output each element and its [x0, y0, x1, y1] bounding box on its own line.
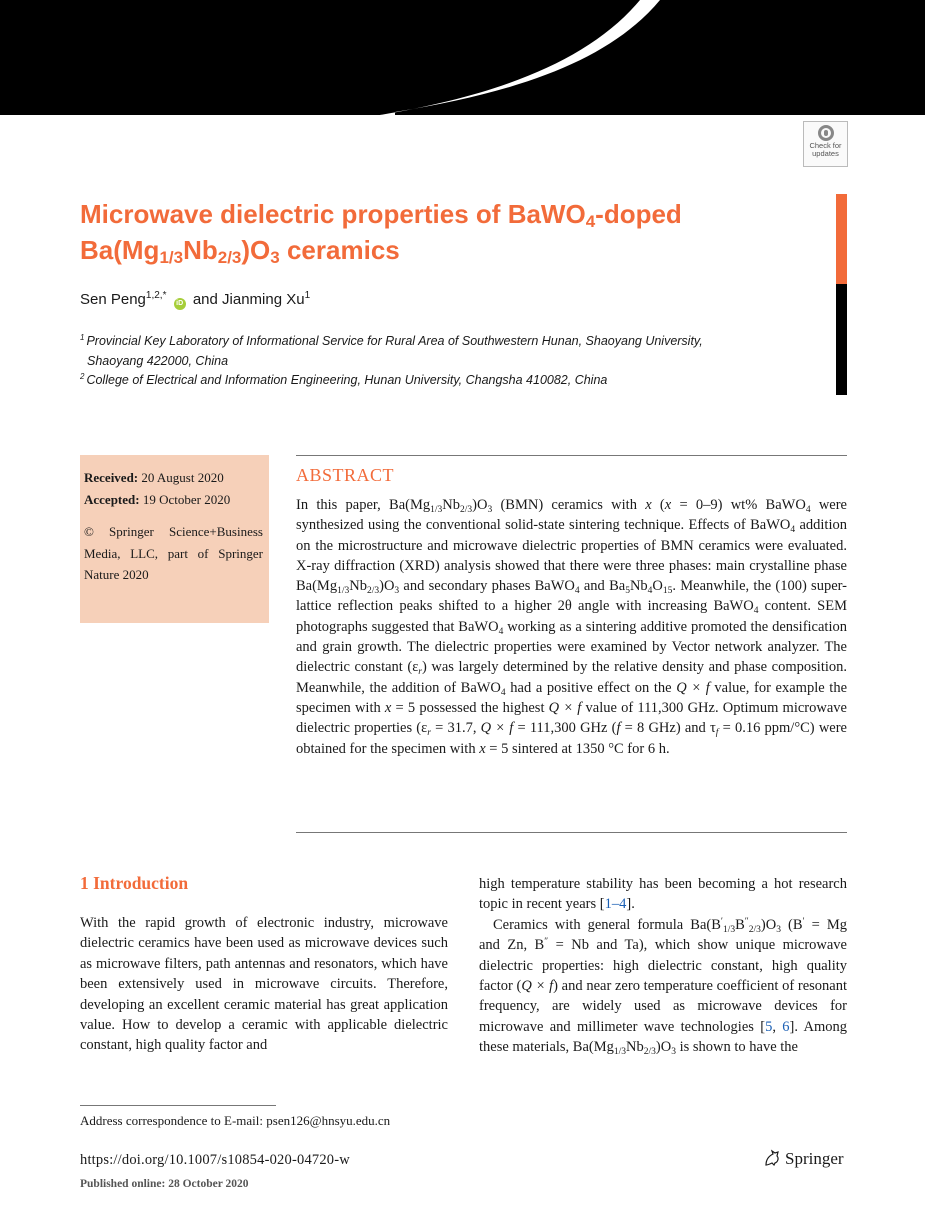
received-date: Received: 20 August 2020	[84, 470, 224, 485]
intro-paragraph-2: Ceramics with general formula $Ba(B'_{1/3}B''_{2/3})O_3$ (B′ = Mg and Zn, B″ = Nb and Ta), which show unique microwave dielectric properties: high dielectric constant, high quality factor (Q × f) and near zero temperature coefficient of resonant frequency, are widely used as microwave devices for microwave and millimeter wave technologies [5, 6]. Among these materials, $Ba(Mg_{1/3}Nb_{2/3})O_3$ is shown to have the	[479, 916, 848, 1058]
intro-right-column	[479, 874, 847, 1058]
abstract-top-rule	[296, 455, 847, 456]
intro-paragraph-1: With the rapid growth of electronic industry, microwave dielectric ceramics have been used as microwave devices such as microwave filters, path antennas and resonators, which have been extensively used in microwave circuits. Therefore, developing an excellent ceramic material has great application value. How to develop a ceramic with applicable dielectric constant, high quality factor and	[80, 915, 448, 1054]
author-name: Sen Peng	[80, 291, 146, 308]
header-banner	[0, 0, 925, 115]
banner-swoosh-graphic	[0, 0, 925, 115]
accepted-date: Accepted: 19 October 2020	[84, 491, 231, 507]
doi-link[interactable]: https://doi.org/10.1007/s10854-020-04720-w	[80, 1152, 350, 1168]
orcid-icon[interactable]: iD	[174, 298, 186, 310]
ref-link[interactable]: 1–4	[604, 896, 627, 913]
abstract-heading: ABSTRACT	[296, 465, 395, 485]
side-accent-bar	[836, 194, 847, 284]
ref-link[interactable]: 5	[765, 1018, 773, 1035]
footnote-rule	[80, 1105, 276, 1106]
author-list: Sen Peng$^{1,2,*}$ iD and Jianming Xu$^1$	[80, 290, 311, 308]
abstract-body: In this paper, $Ba(Mg_{1/3}Nb_{2/3})O_3$ (BMN) ceramics with x (x = 0–9) wt% BaWO$_4$ were synthesized using the conventional solid-state sintering technique. Effects of BaWO$_4$ addition on the microstructure and microwave dielectric properties of BMN ceramics were evaluated. X-ray diffraction (XRD) analysis showed that there were three phases: main crystalline phase $Ba(Mg_{1/3}Nb_{2/3})O_3$ and secondary phases BaWO$_4$ and $Ba_5Nb_4O_{15}$. Meanwhile, the (100) super-lattice reflection peaks shifted to a higher 2θ angle with increasing BaWO$_4$ content. SEM photographs suggested that BaWO$_4$ working as a sintering additive promoted the densification and grain growth. The dielectric properties were examined by Vector network analyzer. The dielectric constant $(\varepsilon_r)$ was largely determined by the relative density and phase composition. Meanwhile, the addition of BaWO$_4$ had a positive effect on the Q × f value, for example the specimen with x = 5 possessed the highest Q × f value of 111,300 GHz. Optimum microwave dielectric properties ($\varepsilon_r = 31.7$, Q × f = 111,300 GHz (f = 8 GHz) and $\tau_f = 0.16$ ppm/°C) were obtained for the specimen with x = 5 sintered at 1350 °C for 6 h.	[296, 497, 848, 757]
publisher-logo: Springer	[762, 1148, 844, 1169]
affiliation-1-cont: Shaoyang 422000, China	[87, 354, 229, 368]
affiliation-1: $^1$ Provincial Key Laboratory of Informational Service for Rural Area of Southwestern Hunan, Shaoyang University,	[80, 333, 703, 348]
springer-horse-icon	[762, 1148, 782, 1168]
article-info-box	[80, 455, 269, 623]
intro-left-column	[80, 913, 448, 1056]
author-name: Jianming Xu	[222, 291, 305, 308]
correspondence-footnote: Address correspondence to E-mail: psen126@hnsyu.edu.cn	[80, 1113, 391, 1128]
check-updates-line1: Check for	[809, 141, 842, 150]
copyright-notice: © Springer Science+Business Media, LLC, part of Springer Nature 2020	[84, 524, 263, 582]
intro-paragraph-1-cont: high temperature stability has been becoming a hot research topic in recent years [1–4].	[479, 876, 847, 913]
ref-link[interactable]: 6	[782, 1018, 790, 1035]
check-for-updates-badge[interactable]	[803, 121, 848, 167]
abstract-bottom-rule	[296, 832, 847, 833]
affiliation-2: $^2$ College of Electrical and Information Engineering, Hunan University, Changsha 410082, China	[80, 372, 608, 387]
update-check-icon	[818, 125, 834, 141]
check-updates-line2: updates	[812, 149, 839, 158]
section-heading-introduction: 1 Introduction	[80, 873, 189, 893]
published-date: Published online: 28 October 2020	[80, 1178, 249, 1190]
article-title: Microwave dielectric properties of BaWO$_4$-doped $Ba(Mg_{1/3}Nb_{2/3})O_3$ ceramics	[80, 199, 682, 267]
side-dark-bar	[836, 284, 847, 395]
